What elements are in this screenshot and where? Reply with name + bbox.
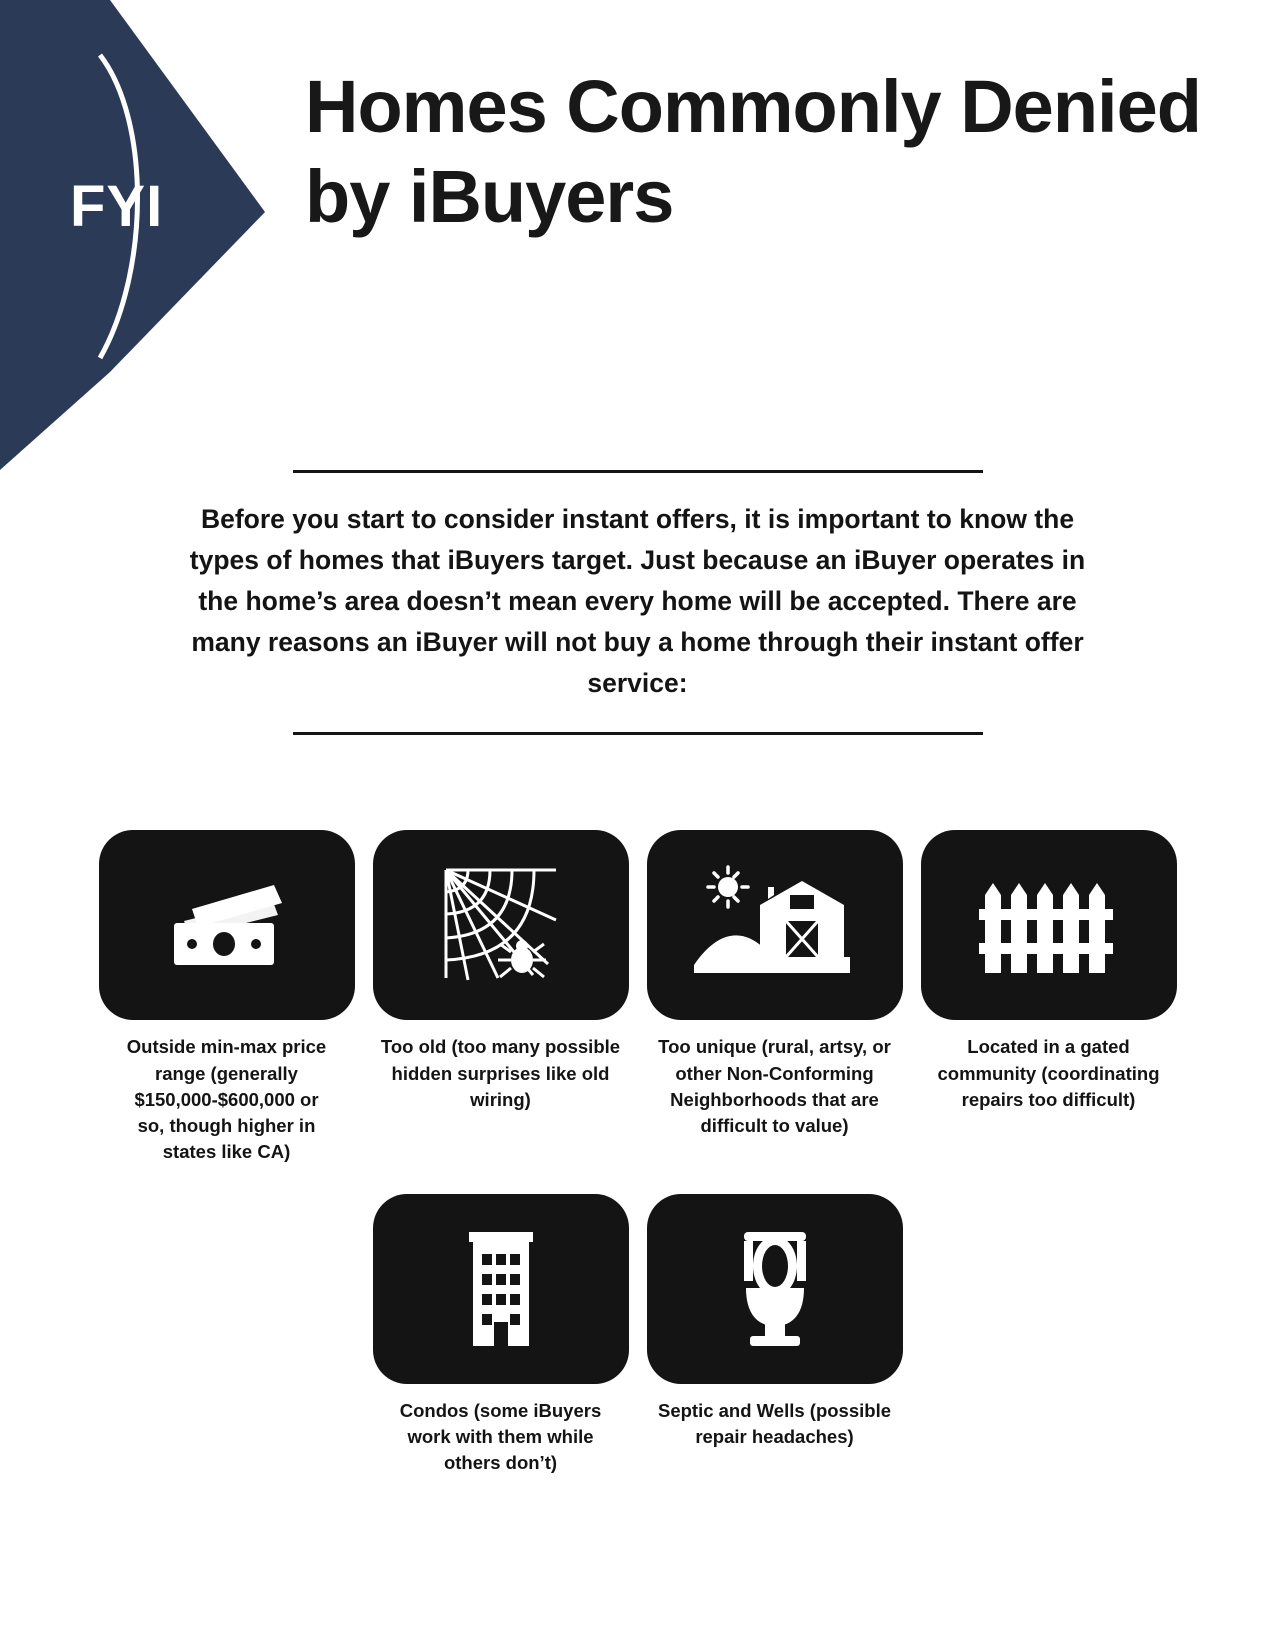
page-title: Homes Commonly Denied by iBuyers [305,65,1201,239]
spiderweb-spider-icon [438,860,563,990]
reason-card-condos [373,1194,629,1477]
reason-caption: Septic and Wells (possible repair headaches) [657,1399,892,1447]
reason-caption: Too old (too many possible hidden surprises like old wiring) [380,1036,621,1110]
page-header [0,0,1275,470]
divider-top [293,470,983,473]
reason-caption: Located in a gated community (coordinating repairs too difficult) [937,1036,1160,1110]
icon-tile [373,830,629,1020]
reason-caption: Outside min-max price range (generally $150,000-$600,000 or so, though higher in states like CA) [126,1036,327,1163]
intro-paragraph: Before you start to consider instant offers, it is important to know the types of homes that iBuyers target. Just because an iBuyer operates in the home’s area doesn’t mean every home will be accepted. There are many reasons an iBuyer will not buy a home through their instant offer service: [189,504,1086,699]
icon-tile [921,830,1177,1020]
reason-card-price-range [99,830,355,1165]
divider-bottom [293,732,983,735]
grid-spacer [921,1194,1177,1477]
reasons-grid-row-1 [58,830,1218,1165]
icon-tile [373,1194,629,1384]
reasons-grid-row-2 [58,1194,1218,1477]
barn-farm-icon [690,865,860,985]
reason-caption: Too unique (rural, artsy, or other Non-Conforming Neighborhoods that are difficult to value) [658,1036,891,1137]
reason-card-too-old [373,830,629,1165]
reason-card-too-unique [647,830,903,1165]
cash-money-icon [162,875,292,975]
grid-spacer [99,1194,355,1477]
reason-card-septic-wells [647,1194,903,1477]
icon-tile [647,830,903,1020]
icon-tile [647,1194,903,1384]
fyi-badge-label: FYI [70,174,164,239]
reason-card-gated-community [921,830,1177,1165]
reason-caption: Condos (some iBuyers work with them while others don’t) [399,1399,602,1474]
toilet-icon [720,1226,830,1351]
icon-tile [99,830,355,1020]
condo-building-icon [451,1226,551,1351]
picket-fence-icon [979,873,1119,978]
